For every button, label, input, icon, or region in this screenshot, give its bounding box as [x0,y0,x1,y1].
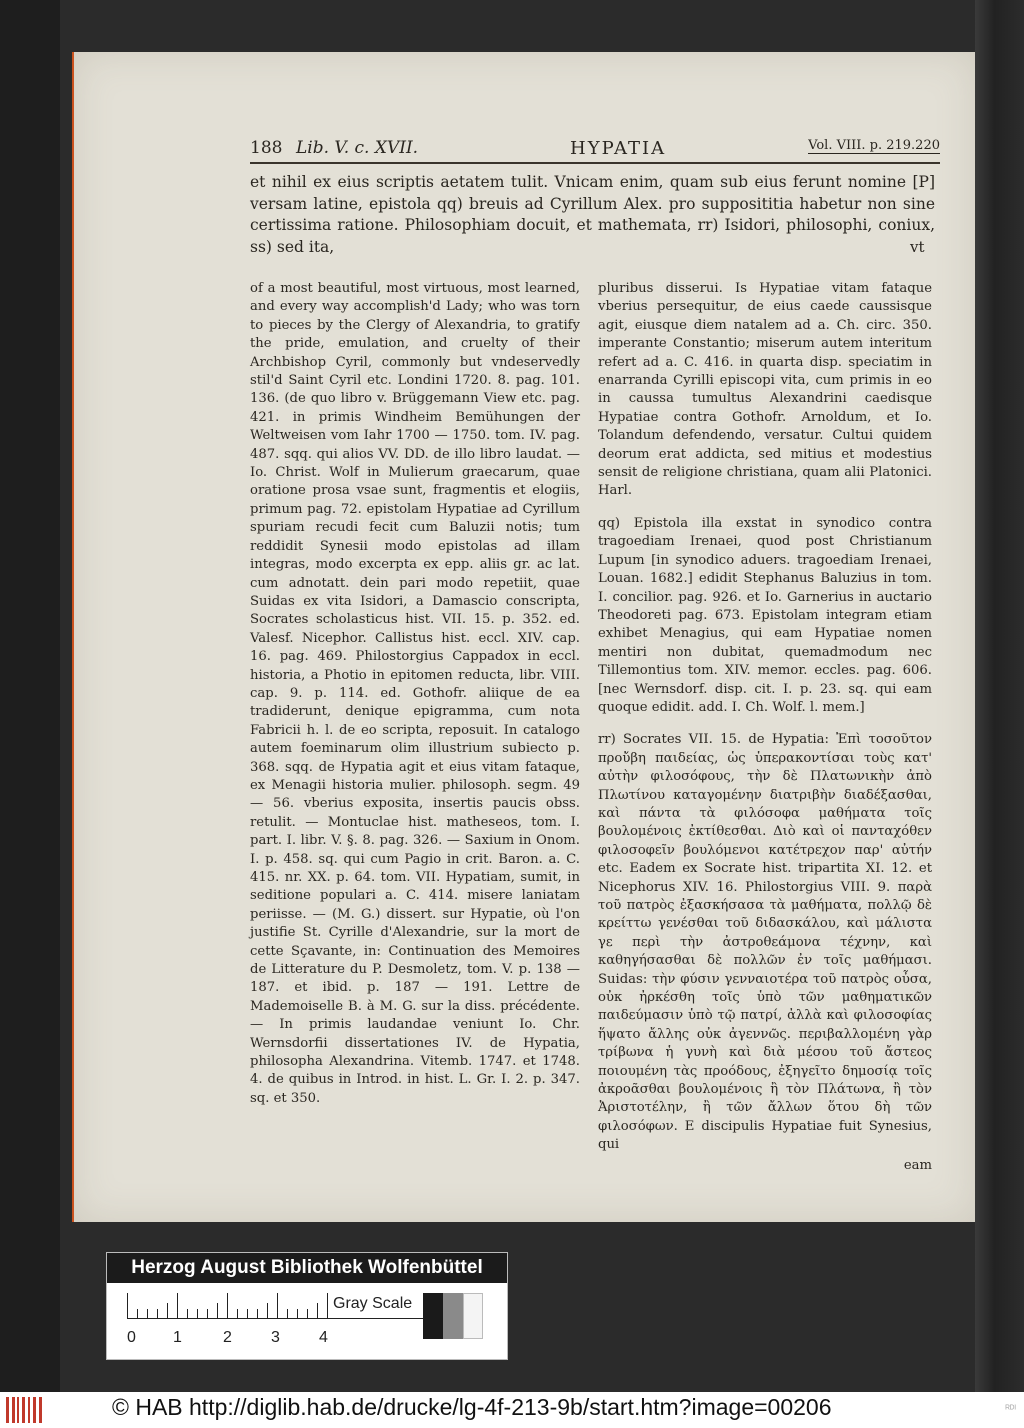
section-reference: Lib. V. c. XVII. [296,138,419,158]
main-paragraph: et nihil ex eius scriptis aetatem tulit. Vnicam enim, quam sub eius ferunt nomine [P] versam latine, epistola qq) breuis ad Cyrillum Alex. pro supposititia habetur non sine certissima ratione. Philosophiam docuit, et mathemata, rr) Isidori, philosophi, coniux, ss) sed ita, [250,173,935,256]
footnote-column-right [598,280,932,1175]
footnote-column-left [250,280,580,1122]
main-text [250,172,935,258]
ruler-number: 2 [223,1329,232,1346]
corner-mark: ᴿᴰᴵ [1005,1404,1016,1415]
gray-swatch-mid [443,1293,463,1339]
ruler-number: 4 [319,1329,328,1346]
footnote-rr: rr) Socrates VII. 15. de Hypatia: Ἐπὶ τοσοῦτον προὔβη παιδείας, ὡς ὑπερακοντίσαι τοὺς κατ' αὐτὴν φιλοσόφους, τὴν δὲ Πλατωνικὴν ἀπὸ Πλωτίνου καταγομένην διατριβὴν διαδέξασθαι, καὶ πάντα τὰ φιλόσοφα μαθήματα τοῖς βουλομένοις ἐκτίθεσθαι. Διὸ καὶ οἱ πανταχόθεν φιλοσοφεῖν βουλόμενοι κατέτρεχον παρ' αὐτήν etc. Eadem ex Socrate hist. tripartita XI. 12. et Nicephorus XIV. 16. Philostorgius VIII. 9. παρὰ τοῦ πατρὸς ἐξασκήσασα τὰ μαθήματα, πολλῷ δὲ κρείττω γενέσθαι τοῦ διδασκάλου, καὶ μάλιστα γε περὶ τὴν ἀστροθεάμονα τέχνην, καὶ καθηγήσασθαι δὲ πολλῶν ἐν τοῖς μαθήμασι. Suidas: τὴν φύσιν γενναιοτέρα τοῦ πατρὸς οὖσα, οὐκ ἠρκέσθη τοῖς ὑπὸ τῶν μαθηματικῶν παιδεύμασιν ὑπὸ τῷ πατρί, ἀλλὰ καὶ φιλοσοφίας ἥψατο ἄλλης οὐκ ἀγεννῶς. περιβαλλομένη γὰρ τρίβωνα ἡ γυνὴ καὶ διὰ μέσου τοῦ ἄστεος ποιουμένη τὰς προόδους, ἐξηγεῖτο δημοσίᾳ τοῖς ἀκροᾶσθαι βουλομένοις ἢ τὸν Πλάτωνα, ἢ τὸν Ἀριστοτέλην, ἢ τῶν ἄλλων ὅτου δὴ τῶν φιλοσόφων. E discipulis Hypatiae fuit Synesius, qui [598,732,932,1153]
ruler-number: 0 [127,1329,136,1346]
catchword-right: eam [903,1157,932,1173]
gray-scale-label: Gray Scale [333,1295,413,1312]
page-number: 188 [250,138,283,158]
page-header [250,138,940,162]
catchword-main: vt [910,238,925,256]
gray-swatch-white [463,1293,483,1339]
volume-reference: Vol. VIII. p. 219.220 [808,138,940,153]
scanner-gutter [0,0,60,1392]
gray-swatch-black [423,1293,443,1339]
header-rule [250,162,940,164]
library-color-bar [106,1252,508,1360]
footnote-text: pluribus disserui. Is Hypatiae vitam fataque vberius persequitur, de eius caede caussisque agit, eiusque diem natalem ad a. Ch. circ. 350. imperante Constantio; miserum autem interitum refert ad a. C. 416. in quarta disp. speciatim in enarranda Cyrilli episcopi vita, cum primis in eo in caussa tumultus Alexandrini caedisque Hypatiae contra Gothofr. Arnoldum, et Io. Tolandum defendendo, versatur. Cultui quidem deorum erat addicta, sed mitius et modestius sensit de religione christiana, quam alii Platonici. Harl. [598,281,932,499]
copyright-url: © HAB http://diglib.hab.de/drucke/lg-4f-213-9b/start.htm?image=00206 [112,1394,832,1420]
barcode-logo [6,1397,46,1423]
ruler-number: 3 [271,1329,280,1346]
footnote-qq: qq) Epistola illa exstat in synodico contra tragoediam Irenaei, quod post Christianum Lupum [in synodico aduers. tragoediam Irenaei, Louan. 1682.] edidit Stephanus Baluzius in tom. I. concilior. pag. 926. et Io. Garnerius in auctario Theodoreti pag. 673. Epistolam integram etiam exhibet Menagius, qui eam Hypatiae nomen mentiri non dubitat, quemadmodum nec Tillemontius tom. XIV. memor. eccles. pag. 606. [nec Wernsdorf. disp. cit. I. p. 23. sq. qui eam quoque edidit. add. I. Ch. Wolf. l. mem.] [598,515,932,715]
footer-bar [0,1392,1024,1428]
running-title: HYPATIA [570,138,667,159]
footnote-text: of a most beautiful, most virtuous, most learned, and every way accomplish'd Lady; who was torn to pieces by the Clergy of Alexandria, to gratify the pride, emulation, and cruelty of their Archbishop Cyril, commonly but vndeservedly stil'd Saint Cyril etc. Londini 1720. 8. pag. 101. 136. (de quo libro v. Brüggemann View etc. pag. 421. in primis Windheim Bemühungen der Weltweisen vom Iahr 1700 — 1750. tom. IV. pag. 487. sqq. qui alios VV. DD. de illo libro laudat. — Io. Christ. Wolf in Mulierum graecarum, quae oratione prosa vsae sunt, fragmentis et elogiis, primum pag. 72. epistolam Hypatiae ad Cyrillum spuriam recudi fecit cum Baluzii notis; tum reddidit Synesii modo epistolas ad illam integras, modo excerpta ex epp. aliis gr. ac lat. cum adnotatt. dein pari modo repetiit, quae Suidas ex vita Isidori, a Damascio conscripta, Socrates scholasticus hist. VII. 15. p. 352. ed. Valesf. Nicephor. Callistus hist. eccl. XIV. cap. 16. pag. 469. Philostorgius Cappadox in eccl. historia, a Photio in epitomen reducta, libr. VIII. cap. 9. p. 114. ed. Gothofr. aliique de ea tradiderunt, denique epigramma, cum nota Fabricii h. l. de eo scripta, reposuit. In catalogo autem foeminarum olim illustrium subiecto p. 368. sqq. de Hypatia agit et eius vitam fataque, ex Menagii historia mulier. philosoph. segm. 49 — 56. vberius exposita, insertis paucis obss. retulit. — Montuclae hist. matheseos, tom. I. part. I. libr. V. §. 8. pag. 326. — Saxium in Onom. I. p. 458. sq. qui cum Pagio in crit. Baron. a. C. 415. nr. XX. p. 64. tom. VII. Hypatiam, sumit, in seditione populari a. C. 414. misere laniatam periisse. — (M. G.) dissert. sur Hypatie, où l'on justifie St. Cyrille d'Alexandrie, sur la mort de cette Sçavante, in: Continuation des Memoires de Litterature du P. Desmoletz, tom. V. p. 138 — 187. et ibid. p. 187 — 191. Lettre de Mademoiselle B. à M. G. sur la diss. précédente. — In primis laudandae veniunt Io. Chr. Wernsdorfii dissertationes IV. de Hypatia, philosopha Alexandrina. Vitemb. 1747. et 1748. 4. de quibus in Introd. in hist. L. Gr. I. 2. p. 347. sq. et 350. [250,281,580,1106]
library-name: Herzog August Bibliothek Wolfenbüttel [107,1253,507,1283]
ruler-number: 1 [173,1329,182,1346]
facing-page-edge [975,0,1024,1392]
